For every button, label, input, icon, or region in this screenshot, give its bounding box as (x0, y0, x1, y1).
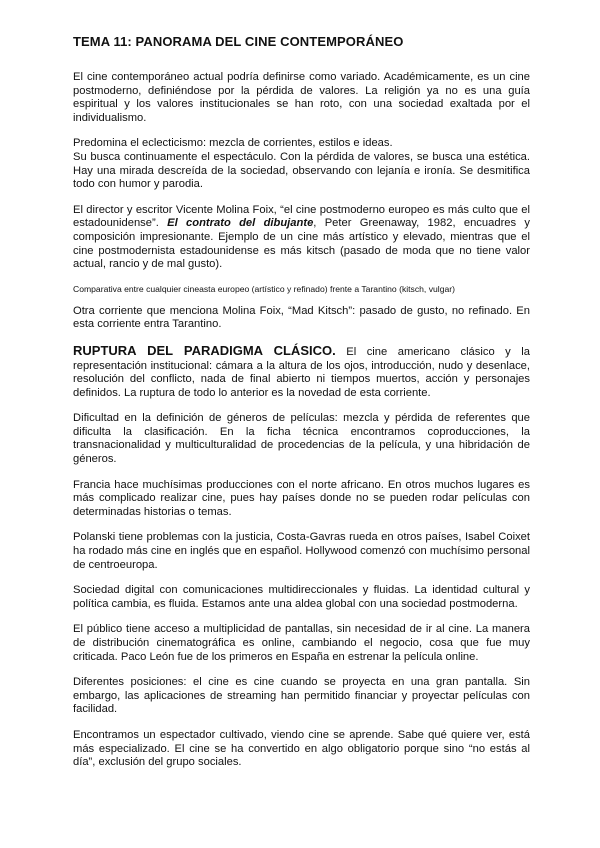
paragraph-ruptura (73, 344, 530, 400)
paragraph-intro: El cine contemporáneo actual podría definirse como variado. Académicamente, es un cine postmoderno, definiéndose por la pérdida de valores. La religión ya no es una guía espiritual y los valores institucionales se han roto, con una sociedad exaltada por el individualismo. (73, 71, 530, 124)
paragraph-publico: El público tiene acceso a multiplicidad de pantallas, sin necesidad de ir al cine. La manera de distribución cinematográfica es online, cambiando el negocio, cosa que fue muy criticada. Paco León fue de los primeros en España en estrenar la película online. (73, 623, 530, 663)
paragraph-eclecticism: Predomina el eclecticismo: mezcla de corrientes, estilos e ideas. (73, 137, 393, 150)
paragraph-generos: Dificultad en la definición de géneros de películas: mezcla y pérdida de referentes que dificulta la clasificación. En la ficha técnica encontramos coproducciones, la transnacionalidad y multiculturalidad de procedencias de la película, y una hibridación de géneros. (73, 412, 530, 466)
molina-foix-text-before: El director y escritor Vicente Molina Foix, “el cine postmoderno europeo es más culto que el estadounidense”. (73, 203, 530, 230)
paragraph-mad-kitsch: Otra corriente que menciona Molina Foix, “Mad Kitsch”: pasado de gusto, no refinado. En esta corriente entra Tarantino. (73, 304, 530, 331)
paragraph-sociedad-digital: Sociedad digital con comunicaciones multidireccionales y fluidas. La identidad cultural y política cambia, es fluida. Estamos ante una aldea global con una sociedad postmoderna. (73, 584, 530, 610)
paragraph-spectacle: Su busca continuamente el espectáculo. Con la pérdida de valores, se busca una estética. Hay una mirada descreída de la sociedad, observando con lejanía e ironía. Se desmitifica todo con humor y parodia. (73, 150, 530, 191)
small-comparison-note: Comparativa entre cualquier cineasta europeo (artístico y refinado) frente a Tarantino (kitsch, vulgar) (73, 283, 455, 294)
ruptura-body: El cine americano clásico y la representación institucional: cámara a la altura de los ojos, introducción, nudo y desenlace, resolución del conflicto, nada de final abierto ni tiempos muertos, acción y personajes definidos. La ruptura de todo lo anterior es la novedad de esta corriente. (73, 345, 530, 399)
paragraph-espectador: Encontramos un espectador cultivado, viendo cine se aprende. Sabe qué quiere ver, está más especializado. El cine se ha convertido en algo obligatorio porque sino “no estás al día”, exclusión del grupo sociales. (73, 728, 530, 769)
paragraph-posiciones: Diferentes posiciones: el cine es cine cuando se proyecta en una gran pantalla. Sin embargo, las aplicaciones de streaming han permitido financiar y proyectar películas con facilidad. (73, 676, 530, 716)
page-title: TEMA 11: PANORAMA DEL CINE CONTEMPORÁNEO (73, 34, 404, 49)
paragraph-polanski: Polanski tiene problemas con la justicia, Costa-Gavras rueda en otros países, Isabel Coixet ha rodado más cine en inglés que en español. Hollywood comenzó con muchísimo personal de centroeuropa. (73, 531, 530, 571)
paragraph-francia: Francia hace muchísimas producciones con el norte africano. En otros muchos lugares es más complicado realizar cine, pues hay países donde no se pueden rodar películas con determinadas historias o temas. (73, 478, 530, 518)
film-title-el-contrato: El contrato del dibujante (167, 217, 314, 230)
paragraph-molina-foix (73, 204, 530, 272)
molina-foix-text-after: , Peter Greenaway, 1982, encuadres y composición impresionante. Ejemplo de un cine más artístico y elevado, mientras que el cine postmodernista estadounidense es más kitsch (pasado de moda que no tiene valor actual, rancio y de mal gusto). (73, 217, 531, 271)
section-heading-ruptura: RUPTURA DEL PARADIGMA CLÁSICO. (73, 342, 336, 358)
